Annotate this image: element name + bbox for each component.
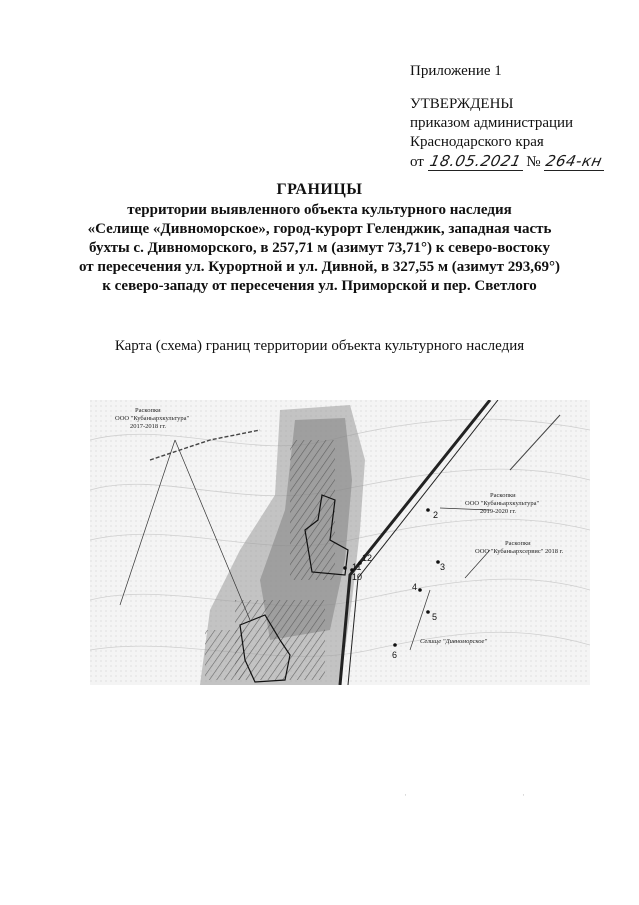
point-11-label: 11 [352,562,362,572]
heading-line-1: территории выявленного объекта культурного наследия [127,202,512,218]
point-6-label: 6 [392,650,398,660]
region-line: Краснодарского края [410,134,544,150]
left-excavation-label-2: ООО "Кубаньархкультура" [115,415,190,422]
map-drawing [90,400,590,685]
date-prefix: от [410,154,424,170]
date-value: 18.05.2021 [427,152,523,170]
number-prefix: № [526,154,541,170]
heading-line-3: бухты с. Дивноморского, в 257,71 м (азимут 73,71°) к северо-востоку [89,240,550,256]
point-10-label: 10 [352,572,363,582]
heading-title: ГРАНИЦЫ [276,181,363,198]
heading-line-4: от пересечения ул. Курортной и ул. Дивной, в 327,55 м (азимут 293,69°) [78,259,561,275]
left-excavation-label-3: 2017-2018 гг. [130,423,167,430]
number-value: 264-кн [544,152,605,170]
point-2-label: 2 [433,510,439,520]
order-line: приказом администрации [410,115,574,131]
right-excavation-label-1: Раскопки [505,540,531,547]
appendix-label: Приложение 1 [410,63,502,79]
date-number-row [410,152,630,172]
site-label: Селище "Дивноморское" [420,638,488,645]
left-excavation-label-1: Раскопки [135,407,161,414]
right-excavation-label-2: ООО "Кубаньархсервис" 2018 г. [475,548,564,555]
approval-block [410,62,630,172]
heading-line-5: к северо-западу от пересечения ул. Приморской и пер. Светлого [102,278,537,294]
boundary-map [90,400,590,685]
point-12-label: 12 [362,553,373,563]
document-heading [0,180,639,296]
approved-label: УТВЕРЖДЕНЫ [410,96,514,112]
map-caption: Карта (схема) границ территории объекта культурного наследия [114,338,525,354]
center-excavation-label-3: 2019-2020 гг. [480,508,517,515]
heading-line-2: «Селище «Дивноморское», город-курорт Геленджик, западная часть [87,221,552,237]
center-excavation-label-2: ООО "Кубаньархкультура" [465,500,540,507]
point-4-label: 4 [412,582,418,592]
point-5-label: 5 [432,612,438,622]
point-3-label: 3 [440,562,446,572]
center-excavation-label-1: Раскопки [490,492,516,499]
